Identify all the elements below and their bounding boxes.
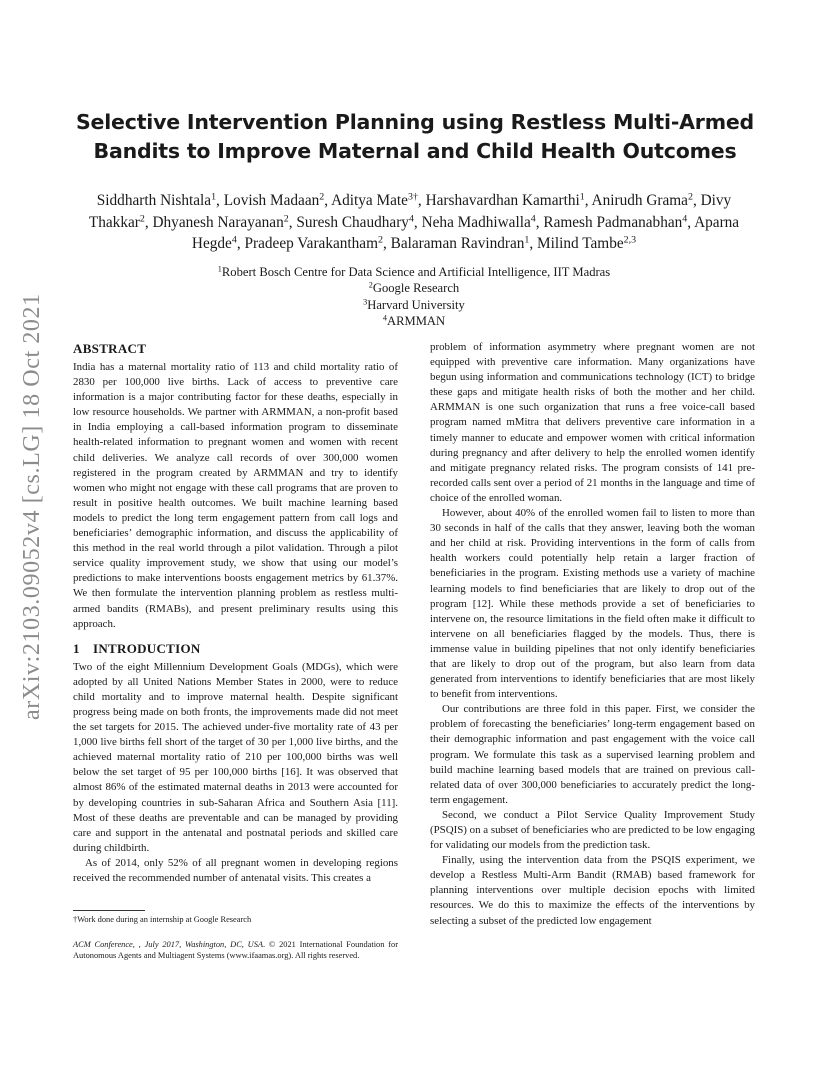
affiliation-text: Harvard University <box>367 297 465 312</box>
abstract-text: India has a maternal mortality ratio of 113 and child mortality ratio of 2830 per 100,000 live births. Lack of access to preventive care information is a major contributing factor for these deaths, especially in low resource households. We partner with ARMMAN, a non-profit based in India employing a call-based information program to disseminate health-related information to pregnant women and women with recent child deliveries. We analyze call records of over 300,000 women registered in the program created by ARMMAN and try to identify women who might not engage with these call programs that are proven to result in positive health outcomes. We built machine learning based models to predict the long term engagement pattern from call logs and beneficiaries’ demographic information, and discuss the applicability of this method in the real world through a pilot validation. Through a pilot service quality improvement study, we show that using our model’s predictions to make interventions boosts engagement metrics by 61.37%. We then formulate the intervention planning problem as restless multi-armed bandits (RMABs), and present preliminary results using this approach. <box>73 361 398 630</box>
section-title: INTRODUCTION <box>93 640 201 656</box>
author <box>296 214 421 231</box>
arxiv-side-stamp: arXiv:2103.09052v4 [cs.LG] 18 Oct 2021 <box>19 293 45 720</box>
title-line-1: Selective Intervention Planning using Restless Multi-Armed <box>75 110 755 134</box>
author-separator: , <box>692 192 701 209</box>
affiliation-list <box>114 264 714 329</box>
author <box>97 192 224 209</box>
introduction-paragraph-2: As of 2014, only 52% of all pregnant women in developing regions received the recommended number of antenatal visits. This creates a <box>73 856 398 884</box>
author-affiliation-mark: 4 <box>682 213 688 225</box>
author-name: Aditya Mate <box>331 192 408 209</box>
author-affiliation-mark: 1 <box>211 191 217 203</box>
conference-note <box>73 939 398 962</box>
right-column <box>430 340 755 929</box>
copyright-text: . © 2021 International Foundation for Autonomous Agents and Multiagent Systems (www.ifaamas.org). All rights reserved. <box>73 939 398 960</box>
affiliation <box>114 280 714 296</box>
author-separator: , <box>144 213 153 231</box>
footnote: †Work done during an internship at Google Research <box>73 915 252 924</box>
affiliation-text: ARMMAN <box>387 313 446 328</box>
left-column <box>73 340 398 886</box>
author-name: Lovish Madaan <box>223 192 320 209</box>
author-affiliation-mark: 2 <box>687 191 693 203</box>
author-affiliation-mark: 2 <box>139 213 145 225</box>
right-paragraph-3: Our contributions are three fold in this paper. First, we consider the problem of forecasting the beneficiaries’ long-term engagement based on their demographic information and past engagement with the voice call program. We formulate this task as a supervised learning problem and build machine learning based models that are trained on previous call-related data of over 300,000 beneficiaries to accurately predict the long-term engagement. <box>430 703 755 806</box>
author <box>537 235 636 252</box>
footnote-area <box>73 910 398 962</box>
author-name: Divy Thakkar <box>88 192 732 231</box>
affiliation-mark: 4 <box>382 313 387 323</box>
author-name: Milind Tambe <box>537 235 624 252</box>
author-affiliation-mark: 4 <box>530 213 536 225</box>
author <box>391 235 537 252</box>
introduction-heading <box>73 640 398 658</box>
affiliation-mark: 3 <box>363 297 368 307</box>
right-paragraph-1: problem of information asymmetry where pregnant women are not equipped with preventive care information. Many organizations have begun using information and communications technology (ICT) to bridge these gaps and mitigate health risks of both the mother and her child. ARMMAN is one such organization that runs a free voice-call based program named mMitra that delivers preventive care information in a timely manner to educate and empower women with critical information during pregnancy and after delivery to help the enrolled women identify and mitigate pregnancy related risks. The program consists of 141 pre-recorded calls sent over a period of 21 months in the language and time of choice of the enrolled woman. <box>430 341 755 504</box>
author <box>543 214 694 231</box>
affiliation-text: Google Research <box>372 281 460 296</box>
affiliation <box>114 297 714 313</box>
author-separator: , <box>535 213 544 231</box>
author-name: Ramesh Padmanabhan <box>543 213 683 231</box>
author-separator: , <box>216 192 224 209</box>
author-affiliation-mark: 2,3 <box>623 234 637 246</box>
author <box>422 214 544 231</box>
right-paragraph-2: However, about 40% of the enrolled women fail to listen to more than 30 seconds in half of the calls that they answer, leaving both the woman and her child at risk. Providing interventions in the form of calls from health workers could potentially help retain a larger fraction of beneficiaries in the program. Existing methods use a variety of machine learning models to find beneficiaries that are likely to drop out of the program [12]. While these methods provide a set of beneficiaries to intervene on, the resource limitations in the field often make it difficult to intervene on all beneficiaries flagged by the models. Thus, there is immense value in building pipelines that not only identify beneficiaries that are likely to drop out of the program, but also learn from data generated from interventions to identify beneficiaries that are most likely to benefit from interventions. <box>430 507 755 701</box>
author-name: Aparna Hegde <box>191 213 740 252</box>
author-affiliation-mark: 4 <box>408 213 414 225</box>
abstract-heading: ABSTRACT <box>73 341 147 356</box>
affiliation-mark: 1 <box>217 264 222 274</box>
author-affiliation-mark: 2 <box>378 234 383 246</box>
affiliation-text: Robert Bosch Centre for Data Science and Artificial Intelligence, IIT Madras <box>221 265 611 279</box>
conference-name: ACM Conference, , July 2017, Washington, DC, USA <box>73 939 264 949</box>
author-affiliation-mark: 4 <box>231 234 237 246</box>
right-paragraph-4: Second, we conduct a Pilot Service Quality Improvement Study (PSQIS) on a subset of beneficiaries who are predicted to be low engaging for validating our models from the prediction task. <box>430 808 755 852</box>
author-list <box>74 190 754 255</box>
paper-title <box>60 108 770 166</box>
author <box>244 235 390 252</box>
author-separator: , <box>382 235 391 252</box>
affiliation <box>114 264 714 280</box>
author <box>331 192 425 209</box>
author <box>592 192 701 209</box>
author-affiliation-mark: 1 <box>524 234 530 246</box>
right-paragraph-5: Finally, using the intervention data from the PSQIS experiment, we develop a Restless Multi-Arm Bandit (RMAB) based framework for planning interventions over multiple decision epochs with limited resources. We do this to maximize the effects of the interventions by selecting a subset of the predicted low engagement <box>430 854 755 927</box>
author-name: Balaraman Ravindran <box>390 235 525 252</box>
section-number: 1 <box>73 640 80 656</box>
author-name: Suresh Chaudhary <box>296 213 409 231</box>
affiliation-mark: 2 <box>368 280 373 290</box>
author-affiliation-mark: 2 <box>283 213 289 225</box>
author-separator: , <box>236 235 245 252</box>
introduction-paragraph-1: Two of the eight Millennium Development Goals (MDGs), which were adopted by all United Nations Member States in 2000, were to reduce child mortality and to improve maternal health. Despite significant progress being made on both fronts, the improvements made did not meet the set targets for 2015. The achieved under-five mortality rate of 43 per 1,000 live births fell short of the target of 30 per 1,000 live births, and the achieved maternal mortality ratio of 210 per 100,000 births was well below the set target of 95 per 100,000 births [16]. It was observed that almost 86% of the estimated maternal deaths in 2013 were accounted for by developing countries in sub-Saharan Africa and Southern Asia [11]. Most of these deaths are preventable and can be managed by providing care and support in the antenatal and postnatal periods and skilled care during childbirth. <box>73 660 398 854</box>
author <box>152 214 296 231</box>
author-separator: , <box>584 192 592 209</box>
author <box>426 192 592 209</box>
author <box>224 192 331 209</box>
author-affiliation-mark: 3† <box>407 191 418 203</box>
author-name: Anirudh Grama <box>591 192 688 209</box>
author-separator: , <box>413 213 422 231</box>
author-separator: , <box>324 192 332 209</box>
author-name: Harshavardhan Kamarthi <box>425 192 580 209</box>
author-name: Dhyanesh Narayanan <box>152 213 284 231</box>
author-separator: , <box>288 213 297 231</box>
author-separator: , <box>417 192 426 209</box>
footnote-rule <box>73 910 145 911</box>
author-affiliation-mark: 1 <box>579 191 585 203</box>
author-affiliation-mark: 2 <box>319 191 325 203</box>
author-name: Siddharth Nishtala <box>96 192 212 209</box>
affiliation <box>114 313 714 329</box>
author-separator: , <box>529 235 538 252</box>
author-name: Pradeep Varakantham <box>244 235 378 252</box>
title-line-2: Bandits to Improve Maternal and Child Health Outcomes <box>93 139 737 163</box>
author-name: Neha Madhiwalla <box>421 213 531 231</box>
author-separator: , <box>687 213 695 231</box>
